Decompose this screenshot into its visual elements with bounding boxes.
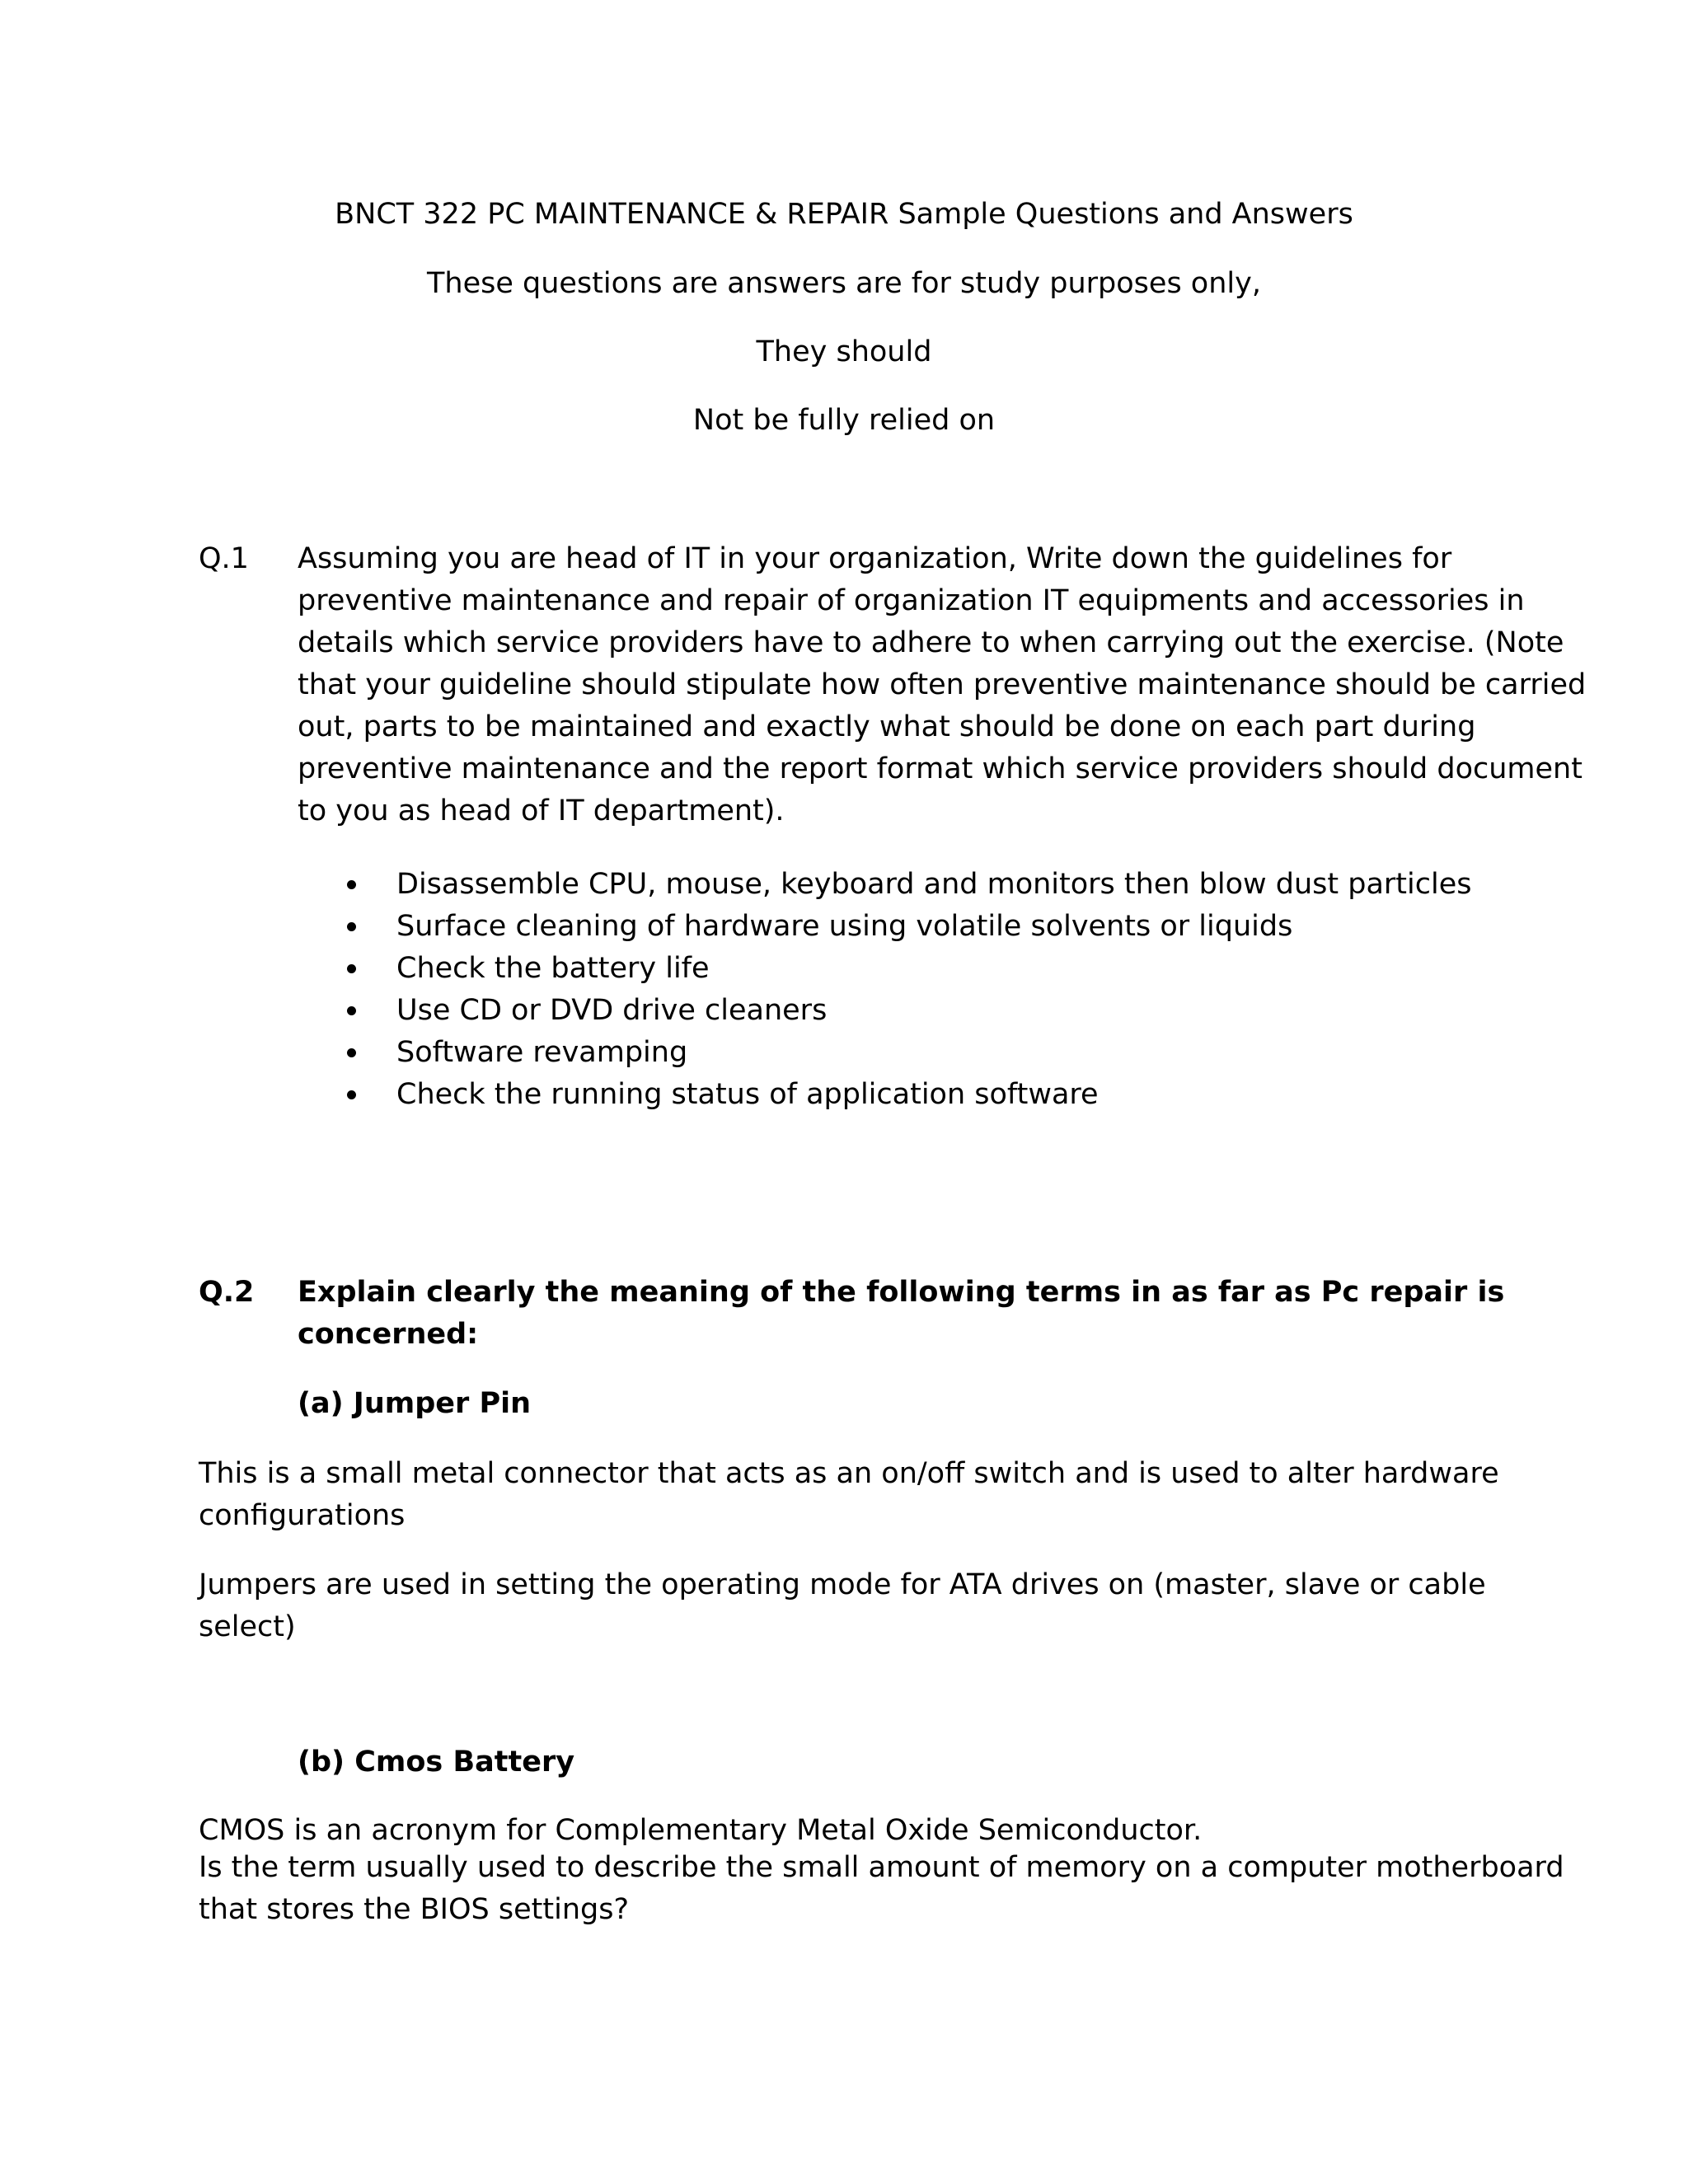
question-2-line: Explain clearly the meaning of the following terms in as far as Pc repair is (298, 1276, 1505, 1309)
paragraph-line: This is a small metal connector that acts as an on/off switch and is used to alter hardware (199, 1457, 1499, 1490)
bullet-icon (347, 1048, 356, 1057)
paragraph-line: configurations (199, 1499, 406, 1532)
question-1-line: to you as head of IT department). (298, 794, 785, 827)
paragraph-line: Jumpers are used in setting the operating mode for ATA drives on (master, slave or cable (199, 1568, 1486, 1601)
document-title: BNCT 322 PC MAINTENANCE & REPAIR Sample Questions and Answers (335, 198, 1353, 231)
question-1-line: details which service providers have to adhere to when carrying out the exercise. (Note (298, 626, 1564, 659)
question-1-line: preventive maintenance and the report format which service providers should document (298, 752, 1582, 785)
list-item-text: Use CD or DVD drive cleaners (396, 994, 828, 1027)
list-item (347, 1074, 1472, 1116)
disclaimer-line-2: They should (756, 335, 932, 368)
answer-1-bullet-list (347, 864, 1472, 1116)
jumper-pin-paragraph-2 (199, 1564, 1517, 1648)
question-2-number: Q.2 (199, 1276, 255, 1309)
paragraph-line: that stores the BIOS settings? (199, 1893, 630, 1926)
jumper-pin-paragraph-1 (199, 1453, 1517, 1537)
list-item (347, 990, 1472, 1032)
list-item-text: Check the running status of application software (396, 1078, 1099, 1111)
bullet-icon (347, 1006, 356, 1015)
question-1-text (298, 538, 1587, 832)
question-1-number: Q.1 (199, 542, 249, 575)
subheading-cmos-battery: (b) Cmos Battery (298, 1746, 575, 1779)
list-item-text: Surface cleaning of hardware using volatile solvents or liquids (396, 910, 1293, 943)
question-2-line: concerned: (298, 1318, 479, 1351)
paragraph-line: Is the term usually used to describe the small amount of memory on a computer motherboard (199, 1851, 1564, 1884)
paragraph-line: CMOS is an acronym for Complementary Metal Oxide Semiconductor. (199, 1814, 1203, 1847)
disclaimer-line-1: These questions are answers are for study purposes only, (427, 267, 1261, 300)
question-1-line: out, parts to be maintained and exactly what should be done on each part during (298, 710, 1476, 743)
disclaimer-line-3: Not be fully relied on (692, 404, 996, 437)
question-1-line: that your guideline should stipulate how often preventive maintenance should be carried (298, 668, 1587, 701)
list-item (347, 948, 1472, 990)
bullet-icon (347, 1090, 356, 1099)
question-1-line: preventive maintenance and repair of organization IT equipments and accessories in (298, 584, 1525, 617)
question-2-text (298, 1272, 1505, 1356)
list-item (347, 864, 1472, 906)
list-item-text: Software revamping (396, 1036, 688, 1069)
list-item (347, 906, 1472, 948)
list-item-text: Check the battery life (396, 952, 710, 985)
list-item-text: Disassemble CPU, mouse, keyboard and monitors then blow dust particles (396, 868, 1472, 901)
question-1-line: Assuming you are head of IT in your organization, Write down the guidelines for (298, 542, 1452, 575)
bullet-icon (347, 922, 356, 931)
subheading-jumper-pin: (a) Jumper Pin (298, 1387, 532, 1420)
bullet-icon (347, 964, 356, 973)
cmos-paragraph-1 (199, 1812, 1517, 1849)
cmos-paragraph-2 (199, 1847, 1564, 1931)
list-item (347, 1032, 1472, 1074)
paragraph-line: select) (199, 1610, 296, 1643)
bullet-icon (347, 880, 356, 889)
